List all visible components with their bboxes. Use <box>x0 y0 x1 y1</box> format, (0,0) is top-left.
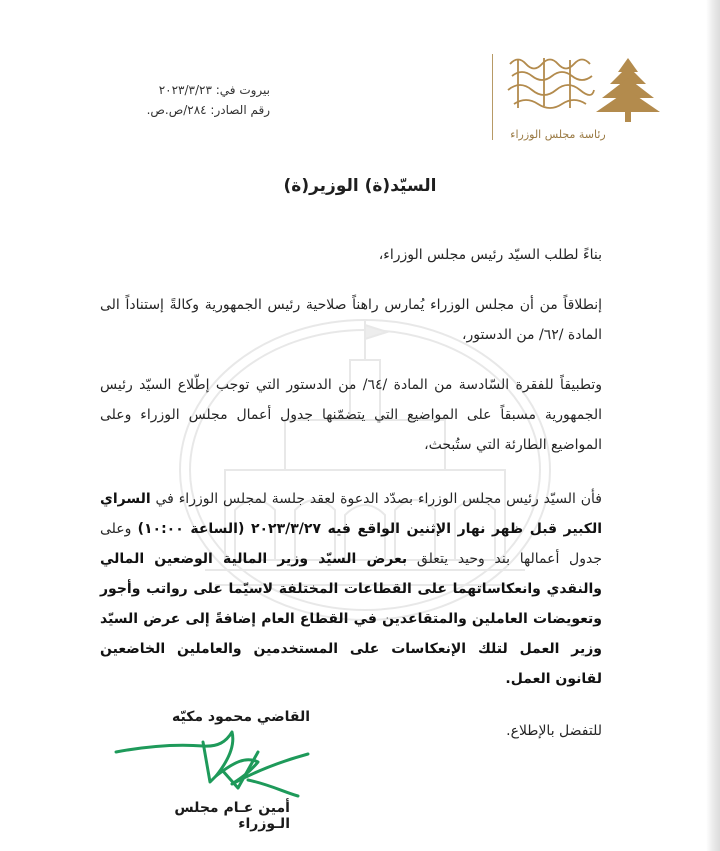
signatory-name: القاضي محمود مكيّه <box>172 709 310 725</box>
paragraph-closing: للتفضل بالإطلاع. <box>506 723 602 739</box>
presidency-logo <box>498 50 688 150</box>
page-edge-shadow <box>706 0 720 851</box>
place-date: بيروت في: ٢٠٢٣/٣/٢٣ <box>158 83 270 97</box>
reference-number: رقم الصادر: ٢٨٤/ص.ص. <box>146 103 270 117</box>
letter-body <box>100 240 602 746</box>
paragraph-session <box>100 484 602 694</box>
session-agenda-intro: وعلى جدول أعمالها بند وحيد يتعلق <box>100 521 602 567</box>
paragraph-constitution: وتطبيقاً للفقرة السّادسة من المادة /٦٤/ من الدستور التي توجب إطّلاع السيّد رئيس الجمهورية مسبقاً على المواضيع التي يتضمّنها جدول أعمال مجلس الوزراء وعلى المواضيع الطارئة التي ستُبحث، <box>100 377 602 453</box>
paragraph-authority: إنطلاقاً من أن مجلس الوزراء يُمارس راهناً صلاحية رئيس الجمهورية وكالةً إستناداً الى المادة /٦٢/ من الدستور، <box>100 297 602 343</box>
cedar-tree-icon <box>596 58 660 122</box>
addressee: السيّد(ة) الوزير(ة) <box>283 176 437 196</box>
office-name: رئاسة مجلس الوزراء <box>510 128 606 141</box>
paragraph-request: بناءً لطلب السيّد رئيس مجلس الوزراء، <box>378 247 602 263</box>
session-intro: فأن السيّد رئيس مجلس الوزراء بصدّد الدعوة لعقد جلسة لمجلس الوزراء في <box>150 491 602 507</box>
session-agenda-item: بعرض السيّد وزير المالية الوضعين المالي والنقدي وانعكاساتهما على القطاعات المختلفة لاسيّما على رواتب وأجور وتعويضات العاملين والمتقاعدين في القطاع العام إضافةً إلى عرض السيّد وزير العمل لتلك الإنعكاسات على المستخدمين والعاملين الخاضعين لقانون العمل. <box>100 551 602 687</box>
place-date-block <box>110 80 270 120</box>
signatory-title: أمين عـام مجلس الـوزراء <box>174 800 290 832</box>
handwritten-signature <box>108 722 318 802</box>
session-venue-date: السراي الكبير قبل ظهر نهار الإثنين الواقع فيه ٢٠٢٣/٣/٢٧ (الساعة ١٠:٠٠) <box>100 491 602 537</box>
header-divider <box>492 54 493 140</box>
